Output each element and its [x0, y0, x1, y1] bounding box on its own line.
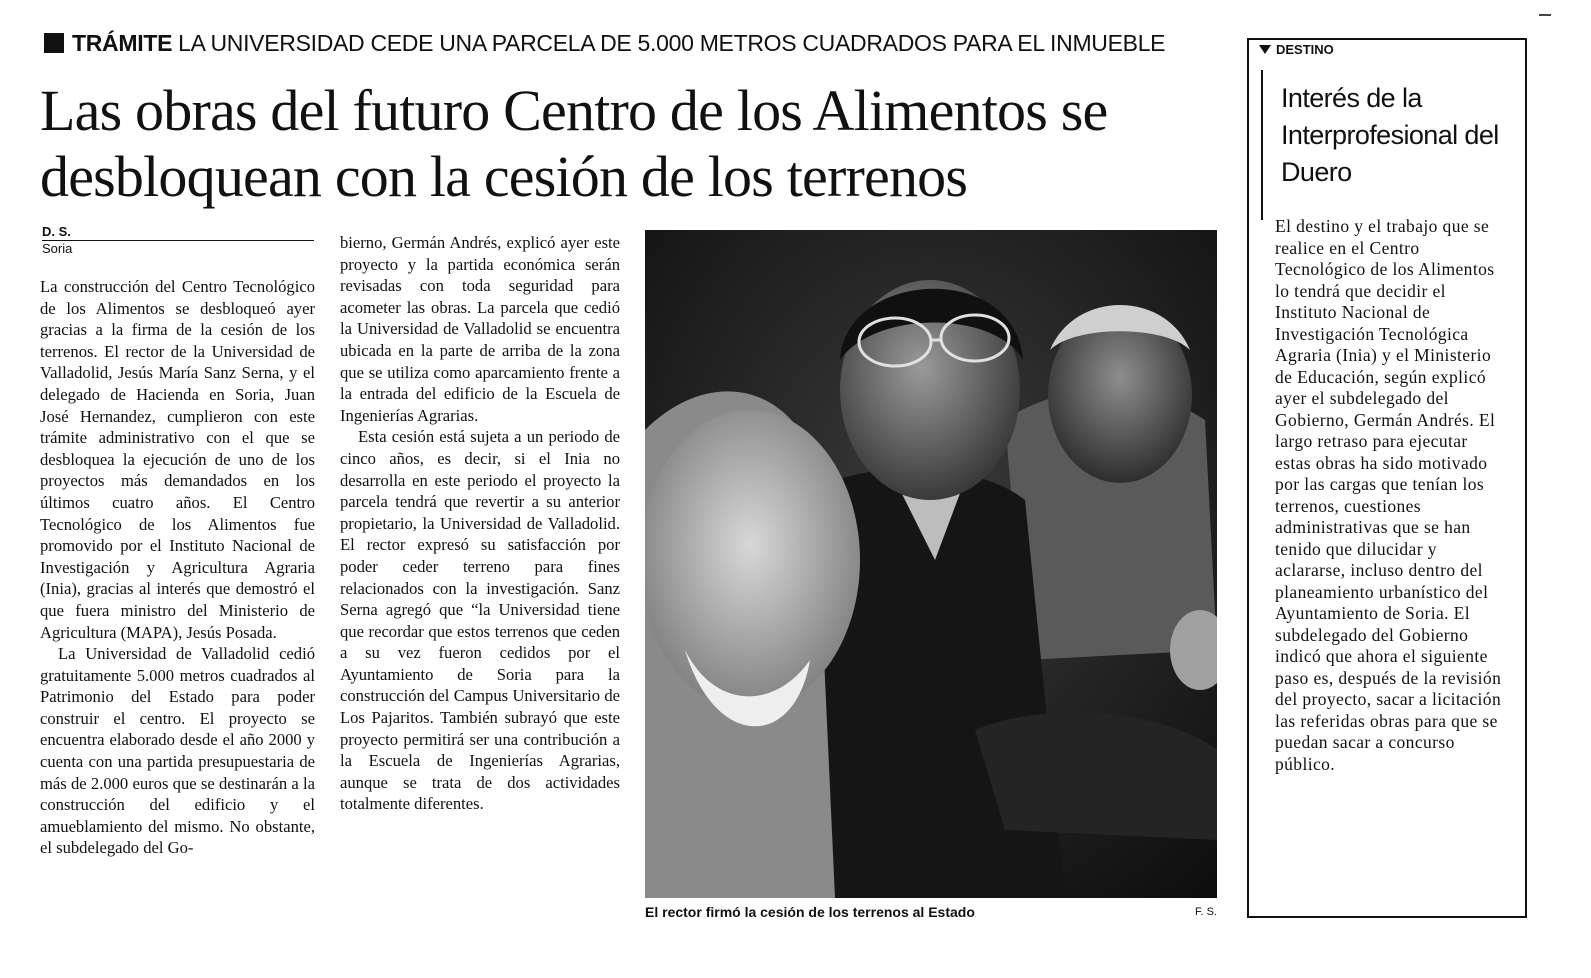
byline-location: Soria [42, 241, 73, 256]
triangle-down-icon [1259, 45, 1271, 54]
photo-illustration [645, 230, 1217, 898]
body-paragraph: bierno, Germán Andrés, explicó ayer este proyecto y la partida económica serán revisadas con toda seguridad para acometer las obras. La parcela que cedió la Universidad de Valladolid se encuentra ubicada en la parte de arriba de la zona que se utiliza como aparcamiento frente a la entrada del edificio de la Escuela de Ingenierías Agrarias. [340, 233, 620, 425]
sidebar-tag [1259, 42, 1334, 57]
article-column-2 [340, 232, 620, 815]
corner-rule [1539, 14, 1551, 16]
sidebar-box [1247, 38, 1527, 918]
body-paragraph: La Universidad de Valladolid cedió gratuitamente 5.000 metros cuadrados al Patrimonio del Estado para poder construir el centro. El proyecto se encuentra elaborado desde el año 2000 y cuenta con una partida presupuestaria de más de 2.000 euros que se destinarán a la construcción del edificio y el amueblamiento del mismo. No obstante, el subdelegado del Go- [40, 644, 315, 858]
headline: Las obras del futuro Centro de los Alimentos se desbloquean con la cesión de los terrenos [40, 78, 1108, 209]
sidebar-text: El destino y el trabajo que se realice en el Centro Tecnológico de los Alimentos lo tendrá que decidir el Instituto Nacional de Investigación Tecnológica Agraria (Inia) y el Ministerio de Educación, según explicó ayer el subdelegado del Gobierno, Germán Andrés. El largo retraso para ejecutar estas obras ha sido motivado por las cargas que tenían los terrenos, cuestiones administrativas que se han tenido que dilucidar y aclararse, incluso dentro del planeamiento urbanístico del Ayuntamiento de Soria. El subdelegado del Gobierno indicó que ahora el siguiente paso es, después de la revisión del proyecto, sacar a licitación las referidas obras para que se puedan sacar a concurso público. [1275, 216, 1502, 774]
byline [42, 224, 314, 256]
byline-author: D. S. [42, 224, 314, 241]
square-bullet-icon [44, 33, 64, 53]
sidebar-title: Interés de la Interprofesional del Duero [1281, 83, 1499, 187]
sidebar-rule [1261, 70, 1263, 220]
kicker-keyword: TRÁMITE [72, 30, 173, 56]
caption-text: El rector firmó la cesión de los terrenos al Estado [645, 904, 975, 920]
photo-credit: F. S. [1194, 906, 1217, 918]
photo-caption [645, 904, 1217, 920]
sidebar-tag-label: DESTINO [1276, 42, 1334, 57]
news-photo [645, 230, 1217, 898]
body-paragraph: La construcción del Centro Tecnológico de los Alimentos se desbloqueó ayer gracias a la firma de la cesión de los terrenos. El rector de la Universidad de Valladolid, Jesús María Sanz Serna, y el delegado de Hacienda en Soria, Juan José Hernandez, cumplieron con este trámite administrativo con el que se desbloquea la ejecución de uno de los proyectos más demandados en los últimos cuatro años. El Centro Tecnológico de los Alimentos fue promovido por el Instituto Nacional de Investigación y Agricultura Agraria (Inia), gracias al interés que demostró el que fuera ministro del Ministerio de Agricultura (MAPA), Jesús Posada. [40, 277, 315, 642]
section-kicker [44, 30, 1165, 57]
body-paragraph: Esta cesión está sujeta a un periodo de cinco años, es decir, si el Inia no desarrolla en este periodo el proyecto la parcela tendrá que revertir a su anterior propietario, la Universidad de Valladolid. El rector expresó su satisfacción por poder ceder terreno para fines relacionados con la investigación. Sanz Serna agregó que “la Universidad tiene que recordar que estos terrenos que ceden a su vez fueron cedidos por el Ayuntamiento de Soria para la construcción del Campus Universitario de Los Pajaritos. También subrayó que este proyecto permitirá ser una contribución a la Escuela de Ingenierías Agrarias, aunque se trata de dos actividades totalmente diferentes. [340, 427, 620, 814]
kicker-text: LA UNIVERSIDAD CEDE UNA PARCELA DE 5.000 METROS CUADRADOS PARA EL INMUEBLE [178, 30, 1166, 56]
article-column-1 [40, 276, 315, 859]
